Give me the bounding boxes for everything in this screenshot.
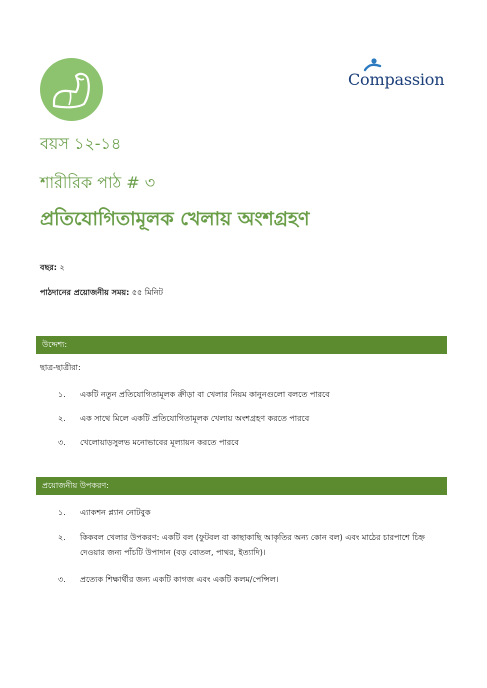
page-title: প্রতিযোগিতামূলক খেলায় অংশগ্রহণ bbox=[40, 208, 310, 230]
list-number: ৩. bbox=[58, 575, 66, 584]
year-label: বছর: bbox=[40, 263, 57, 272]
year-line bbox=[40, 262, 65, 275]
list-number: ৩. bbox=[58, 438, 66, 447]
list-number: ১. bbox=[58, 390, 66, 399]
list-text: এ্যাকশন প্ল্যান নোটবুক bbox=[80, 508, 151, 517]
age-range: বয়স ১২-১৪ bbox=[40, 134, 122, 153]
objectives-heading: উদ্দেশ্য: bbox=[36, 336, 447, 354]
flexed-arm-icon bbox=[40, 58, 103, 121]
list-number: ১. bbox=[58, 508, 66, 517]
objectives-lead: ছাত্র-ছাত্রীরা: bbox=[40, 363, 81, 372]
list-text: একটি নতুন প্রতিযোগিতামূলক ক্রীড়া বা খেলার নিয়ম কানুনগুলো বলতে পারবে bbox=[80, 390, 330, 399]
list-text: এক সাথে মিলে একটি প্রতিযোগিতামূলক খেলায় অংশগ্রহণ করতে পারবে bbox=[80, 414, 310, 423]
materials-heading: প্রয়োজনীয় উপকরণ: bbox=[36, 477, 447, 495]
list-text: প্রত্যেক শিক্ষার্থীর জন্য একটি কাগজ এবং একটি কলম/পেন্সিল। bbox=[80, 575, 279, 584]
logo-text: Compassion bbox=[348, 70, 445, 89]
list-text: কিকবল খেলার উপকরণ: একটি বল (ফুটবল বা কাছাকাছি আকৃতির অন্য কোন বল) এবং মাঠের চারপাশে চিহ্ন দেওয়ার জন্য পাঁচটি উপাদান (বড় বোতল, পাথর, ইত্যাদি)। bbox=[80, 533, 425, 557]
time-value: ৫৫ মিনিট bbox=[131, 288, 163, 297]
lesson-label: শারীরিক পাঠ # ৩ bbox=[40, 173, 156, 192]
compassion-logo bbox=[348, 58, 448, 98]
year-value: ২ bbox=[59, 263, 65, 272]
list-text: খেলোয়াড়সুলভ মনোভাবের মূল্যায়ন করতে পারবে bbox=[80, 438, 239, 447]
time-line bbox=[40, 287, 163, 300]
list-number: ২. bbox=[58, 533, 66, 542]
list-number: ২. bbox=[58, 414, 66, 423]
time-label: পাঠদানের প্রয়োজনীয় সময়: bbox=[40, 288, 130, 297]
